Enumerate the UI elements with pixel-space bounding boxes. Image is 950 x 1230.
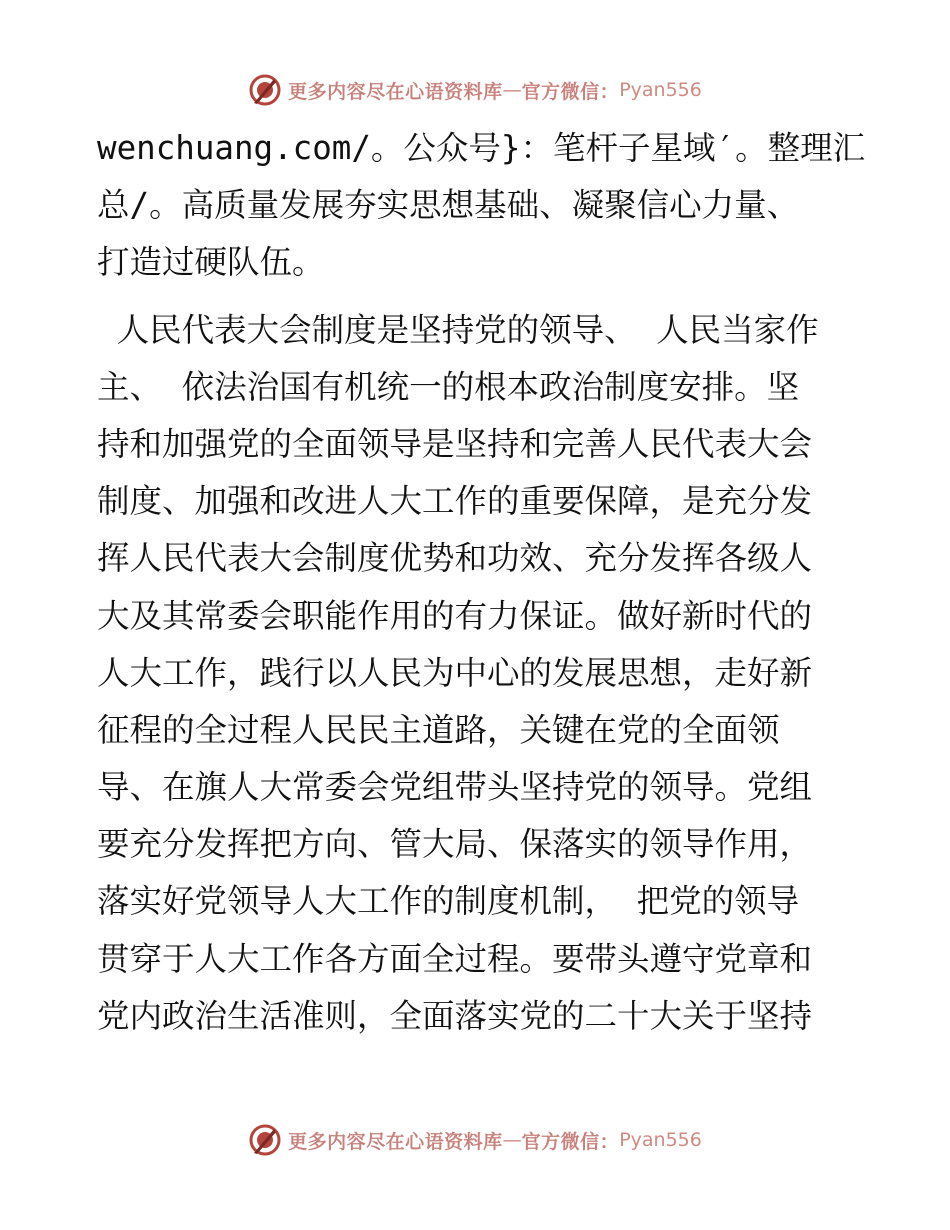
quill-logo-icon [248, 73, 282, 107]
footer-banner [0, 1120, 950, 1160]
banner-wechat-id: Pyan556 [619, 79, 702, 101]
banner-wechat-id: Pyan556 [619, 1129, 702, 1151]
banner-text: 更多内容尽在心语资料库 [288, 1130, 503, 1153]
banner-wechat-label: 官方微信： [521, 80, 620, 103]
text-line: 总/。高质量发展夯实思想基础、凝聚信心力量、 [97, 186, 800, 225]
text-line: wenchuang.com/。公众号}：笔杆子星域′。整理汇 [97, 129, 866, 167]
paragraph-1 [97, 120, 866, 292]
text-line: 导、在旗人大常委会党组带头坚持党的领导。党组 [97, 768, 813, 807]
text-line: 持和加强党的全面领导是坚持和完善人民代表大会 [97, 424, 813, 463]
text-line: 打造过硬队伍。 [97, 243, 325, 282]
quill-logo-icon [248, 1123, 282, 1157]
text-line: 党内政治生活准则，全面落实党的二十大关于坚持 [97, 996, 813, 1035]
text-line: 人大工作，践行以人民为中心的发展思想，走好新 [97, 653, 813, 692]
text-line: 贯穿于人大工作各方面全过程。要带头遵守党章和 [97, 939, 813, 978]
banner-separator: — [502, 1129, 522, 1151]
text-line: 征程的全过程人民民主道路，关键在党的全面领 [97, 710, 780, 749]
text-line: 大及其常委会职能作用的有力保证。做好新时代的 [97, 596, 813, 635]
text-line: 制度、加强和改进人大工作的重要保障，是充分发 [97, 482, 813, 521]
text-line: 人民代表大会制度是坚持党的领导、 人民当家作 [97, 310, 819, 349]
text-line: 挥人民代表大会制度优势和功效、充分发挥各级人 [97, 539, 813, 578]
banner-text: 更多内容尽在心语资料库 [288, 80, 503, 103]
banner-separator: — [502, 79, 522, 101]
text-line: 要充分发挥把方向、管大局、保落实的领导作用， [97, 825, 813, 864]
banner-wechat-label: 官方微信： [521, 1130, 620, 1153]
text-line: 落实好党领导人大工作的制度机制， 把党的领导 [97, 882, 800, 921]
document-body [97, 120, 866, 1045]
text-line: 主、 依法治国有机统一的根本政治制度安排。坚 [97, 367, 800, 406]
paragraph-2 [97, 302, 857, 1045]
header-banner [0, 70, 950, 110]
